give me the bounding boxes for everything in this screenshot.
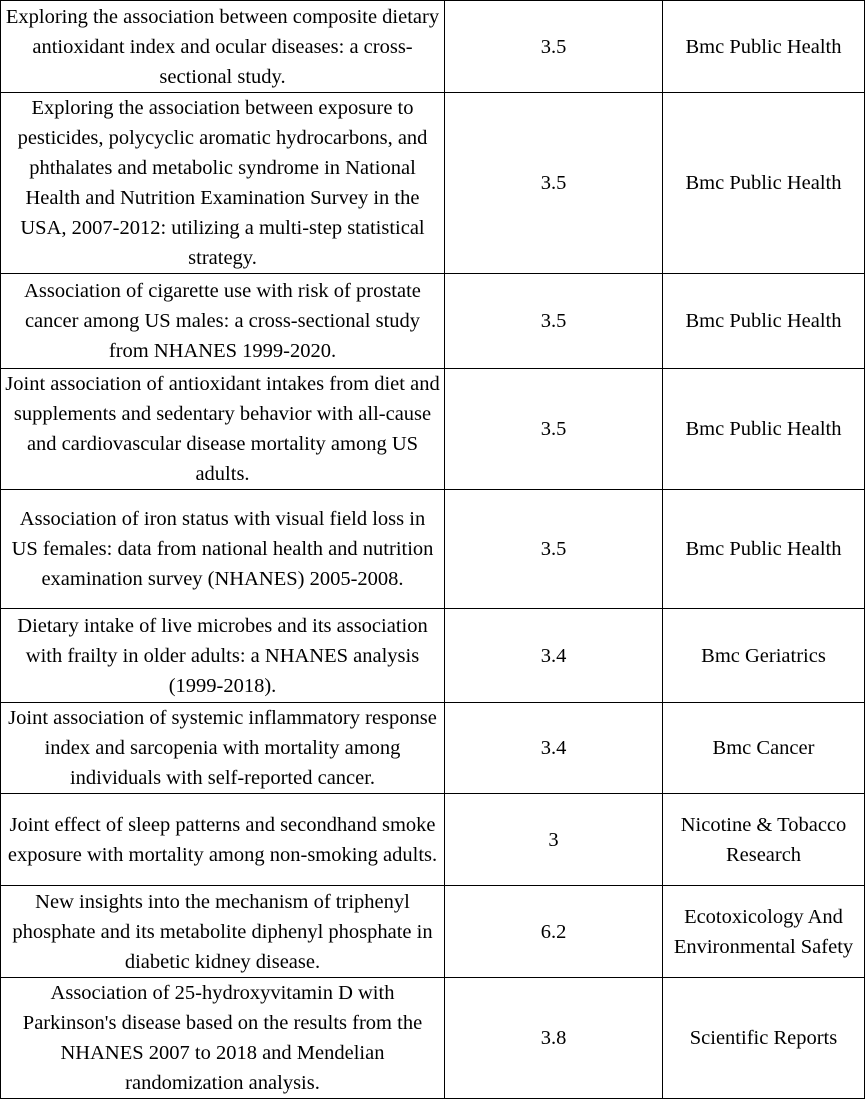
- impact-factor-cell: 3.5: [445, 274, 663, 369]
- journal-cell: Nicotine & Tobacco Research: [663, 794, 865, 886]
- article-title-cell: Dietary intake of live microbes and its association with frailty in older adults: a NHANES analysis (1999-2018).: [1, 609, 445, 703]
- impact-factor-cell: 3.5: [445, 490, 663, 609]
- journal-cell: Bmc Public Health: [663, 490, 865, 609]
- table-row: [1, 886, 865, 978]
- journal-cell: Scientific Reports: [663, 978, 865, 1099]
- journal-cell: Ecotoxicology And Environmental Safety: [663, 886, 865, 978]
- impact-factor-cell: 6.2: [445, 886, 663, 978]
- article-title-cell: New insights into the mechanism of triphenyl phosphate and its metabolite diphenyl phosphate in diabetic kidney disease.: [1, 886, 445, 978]
- journal-cell: Bmc Public Health: [663, 369, 865, 490]
- table-row: [1, 1, 865, 93]
- article-title-cell: Joint association of systemic inflammatory response index and sarcopenia with mortality among individuals with self-reported cancer.: [1, 703, 445, 794]
- table-row: [1, 609, 865, 703]
- impact-factor-cell: 3.4: [445, 703, 663, 794]
- journal-cell: Bmc Cancer: [663, 703, 865, 794]
- table-row: [1, 703, 865, 794]
- journal-cell: Bmc Public Health: [663, 1, 865, 93]
- journal-cell: Bmc Public Health: [663, 93, 865, 274]
- impact-factor-cell: 3.4: [445, 609, 663, 703]
- article-title-cell: Joint association of antioxidant intakes from diet and supplements and sedentary behavior with all-cause and cardiovascular disease mortality among US adults.: [1, 369, 445, 490]
- table-row: [1, 978, 865, 1099]
- article-title-cell: Association of iron status with visual field loss in US females: data from national health and nutrition examination survey (NHANES) 2005-2008.: [1, 490, 445, 609]
- impact-factor-cell: 3.8: [445, 978, 663, 1099]
- table-row: [1, 369, 865, 490]
- article-title-cell: Exploring the association between composite dietary antioxidant index and ocular diseases: a cross-sectional study.: [1, 1, 445, 93]
- table-row: [1, 274, 865, 369]
- impact-factor-cell: 3.5: [445, 1, 663, 93]
- journal-cell: Bmc Public Health: [663, 274, 865, 369]
- impact-factor-cell: 3.5: [445, 93, 663, 274]
- article-title-cell: Association of 25-hydroxyvitamin D with Parkinson's disease based on the results from the NHANES 2007 to 2018 and Mendelian randomization analysis.: [1, 978, 445, 1099]
- article-title-cell: Joint effect of sleep patterns and secondhand smoke exposure with mortality among non-smoking adults.: [1, 794, 445, 886]
- impact-factor-cell: 3: [445, 794, 663, 886]
- impact-factor-cell: 3.5: [445, 369, 663, 490]
- article-title-cell: Exploring the association between exposure to pesticides, polycyclic aromatic hydrocarbons, and phthalates and metabolic syndrome in National Health and Nutrition Examination Survey in the USA, 2007-2012: utilizing a multi-step statistical strategy.: [1, 93, 445, 274]
- table-row: [1, 490, 865, 609]
- article-title-cell: Association of cigarette use with risk of prostate cancer among US males: a cross-sectional study from NHANES 1999-2020.: [1, 274, 445, 369]
- journal-cell: Bmc Geriatrics: [663, 609, 865, 703]
- table-row: [1, 93, 865, 274]
- table-row: [1, 794, 865, 886]
